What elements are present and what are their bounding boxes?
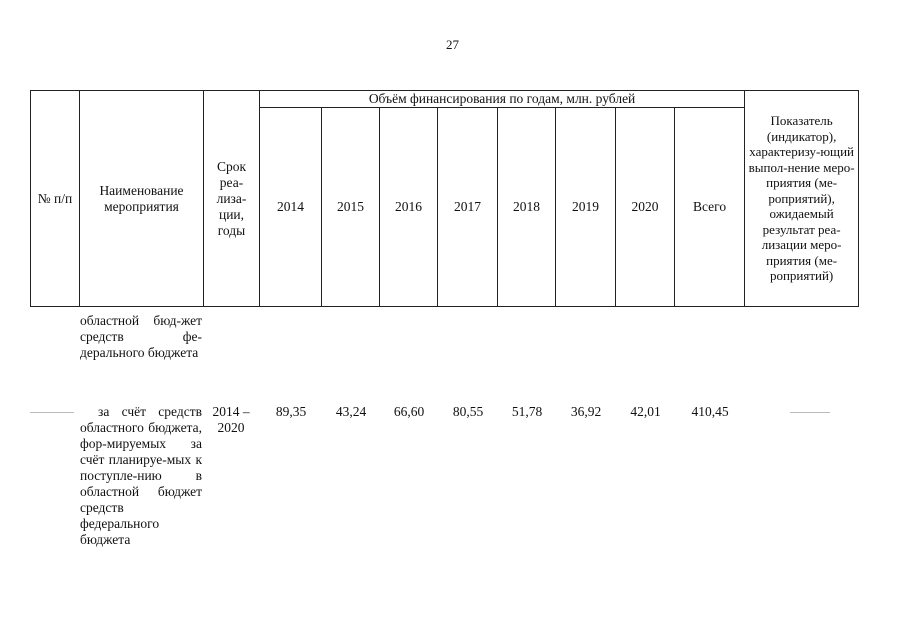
col-header-term: Срок реа-лиза-ции, годы — [204, 91, 260, 307]
col-header-year: 2018 — [498, 108, 556, 307]
col-header-year: 2017 — [438, 108, 498, 307]
row2-value-2019: 36,92 — [570, 404, 602, 419]
col-header-number: № п/п — [31, 91, 80, 307]
row2-value-2016: 66,60 — [393, 404, 425, 419]
col-header-total: Всего — [675, 108, 745, 307]
row2-value-2017: 80,55 — [452, 404, 484, 419]
col-header-year: 2019 — [556, 108, 616, 307]
col-header-year: 2014 — [260, 108, 322, 307]
row2-name-text: за счёт средств областного бюджета, фор-мируемых за счёт планируе-мых к поступле-нию в областной бюджет средств федерального бюджета — [80, 404, 202, 547]
col-header-name: Наименование мероприятия — [80, 91, 204, 307]
col-header-year: 2015 — [322, 108, 380, 307]
row2-value-2020: 42,01 — [630, 404, 661, 419]
row2-value-2018: 51,78 — [511, 404, 543, 419]
row2-value-2015: 43,24 — [335, 404, 367, 419]
row2-value-2014: 89,35 — [275, 404, 307, 419]
page-number: 27 — [446, 37, 459, 52]
col-header-year: 2020 — [616, 108, 675, 307]
col-header-financing: Объём финансирования по годам, млн. рублей — [260, 91, 745, 108]
row1-name: областной бюд-жет средств фе-дерального бюджета — [80, 313, 202, 360]
col-header-year: 2016 — [380, 108, 438, 307]
row2-value-total: 410,45 — [691, 404, 729, 419]
scan-dots — [790, 412, 830, 413]
financing-table-header — [30, 90, 859, 307]
scan-dots — [30, 412, 74, 413]
col-header-indicator: Показатель (индикатор), характеризу-ющий выпол-нение меро-приятия (ме-роприятий), ожидаемый результат реа-лизации меро-приятия (ме-роприятий) — [745, 91, 859, 307]
row2-term: 2014 – 2020 — [212, 404, 250, 435]
row2-name — [80, 404, 202, 548]
